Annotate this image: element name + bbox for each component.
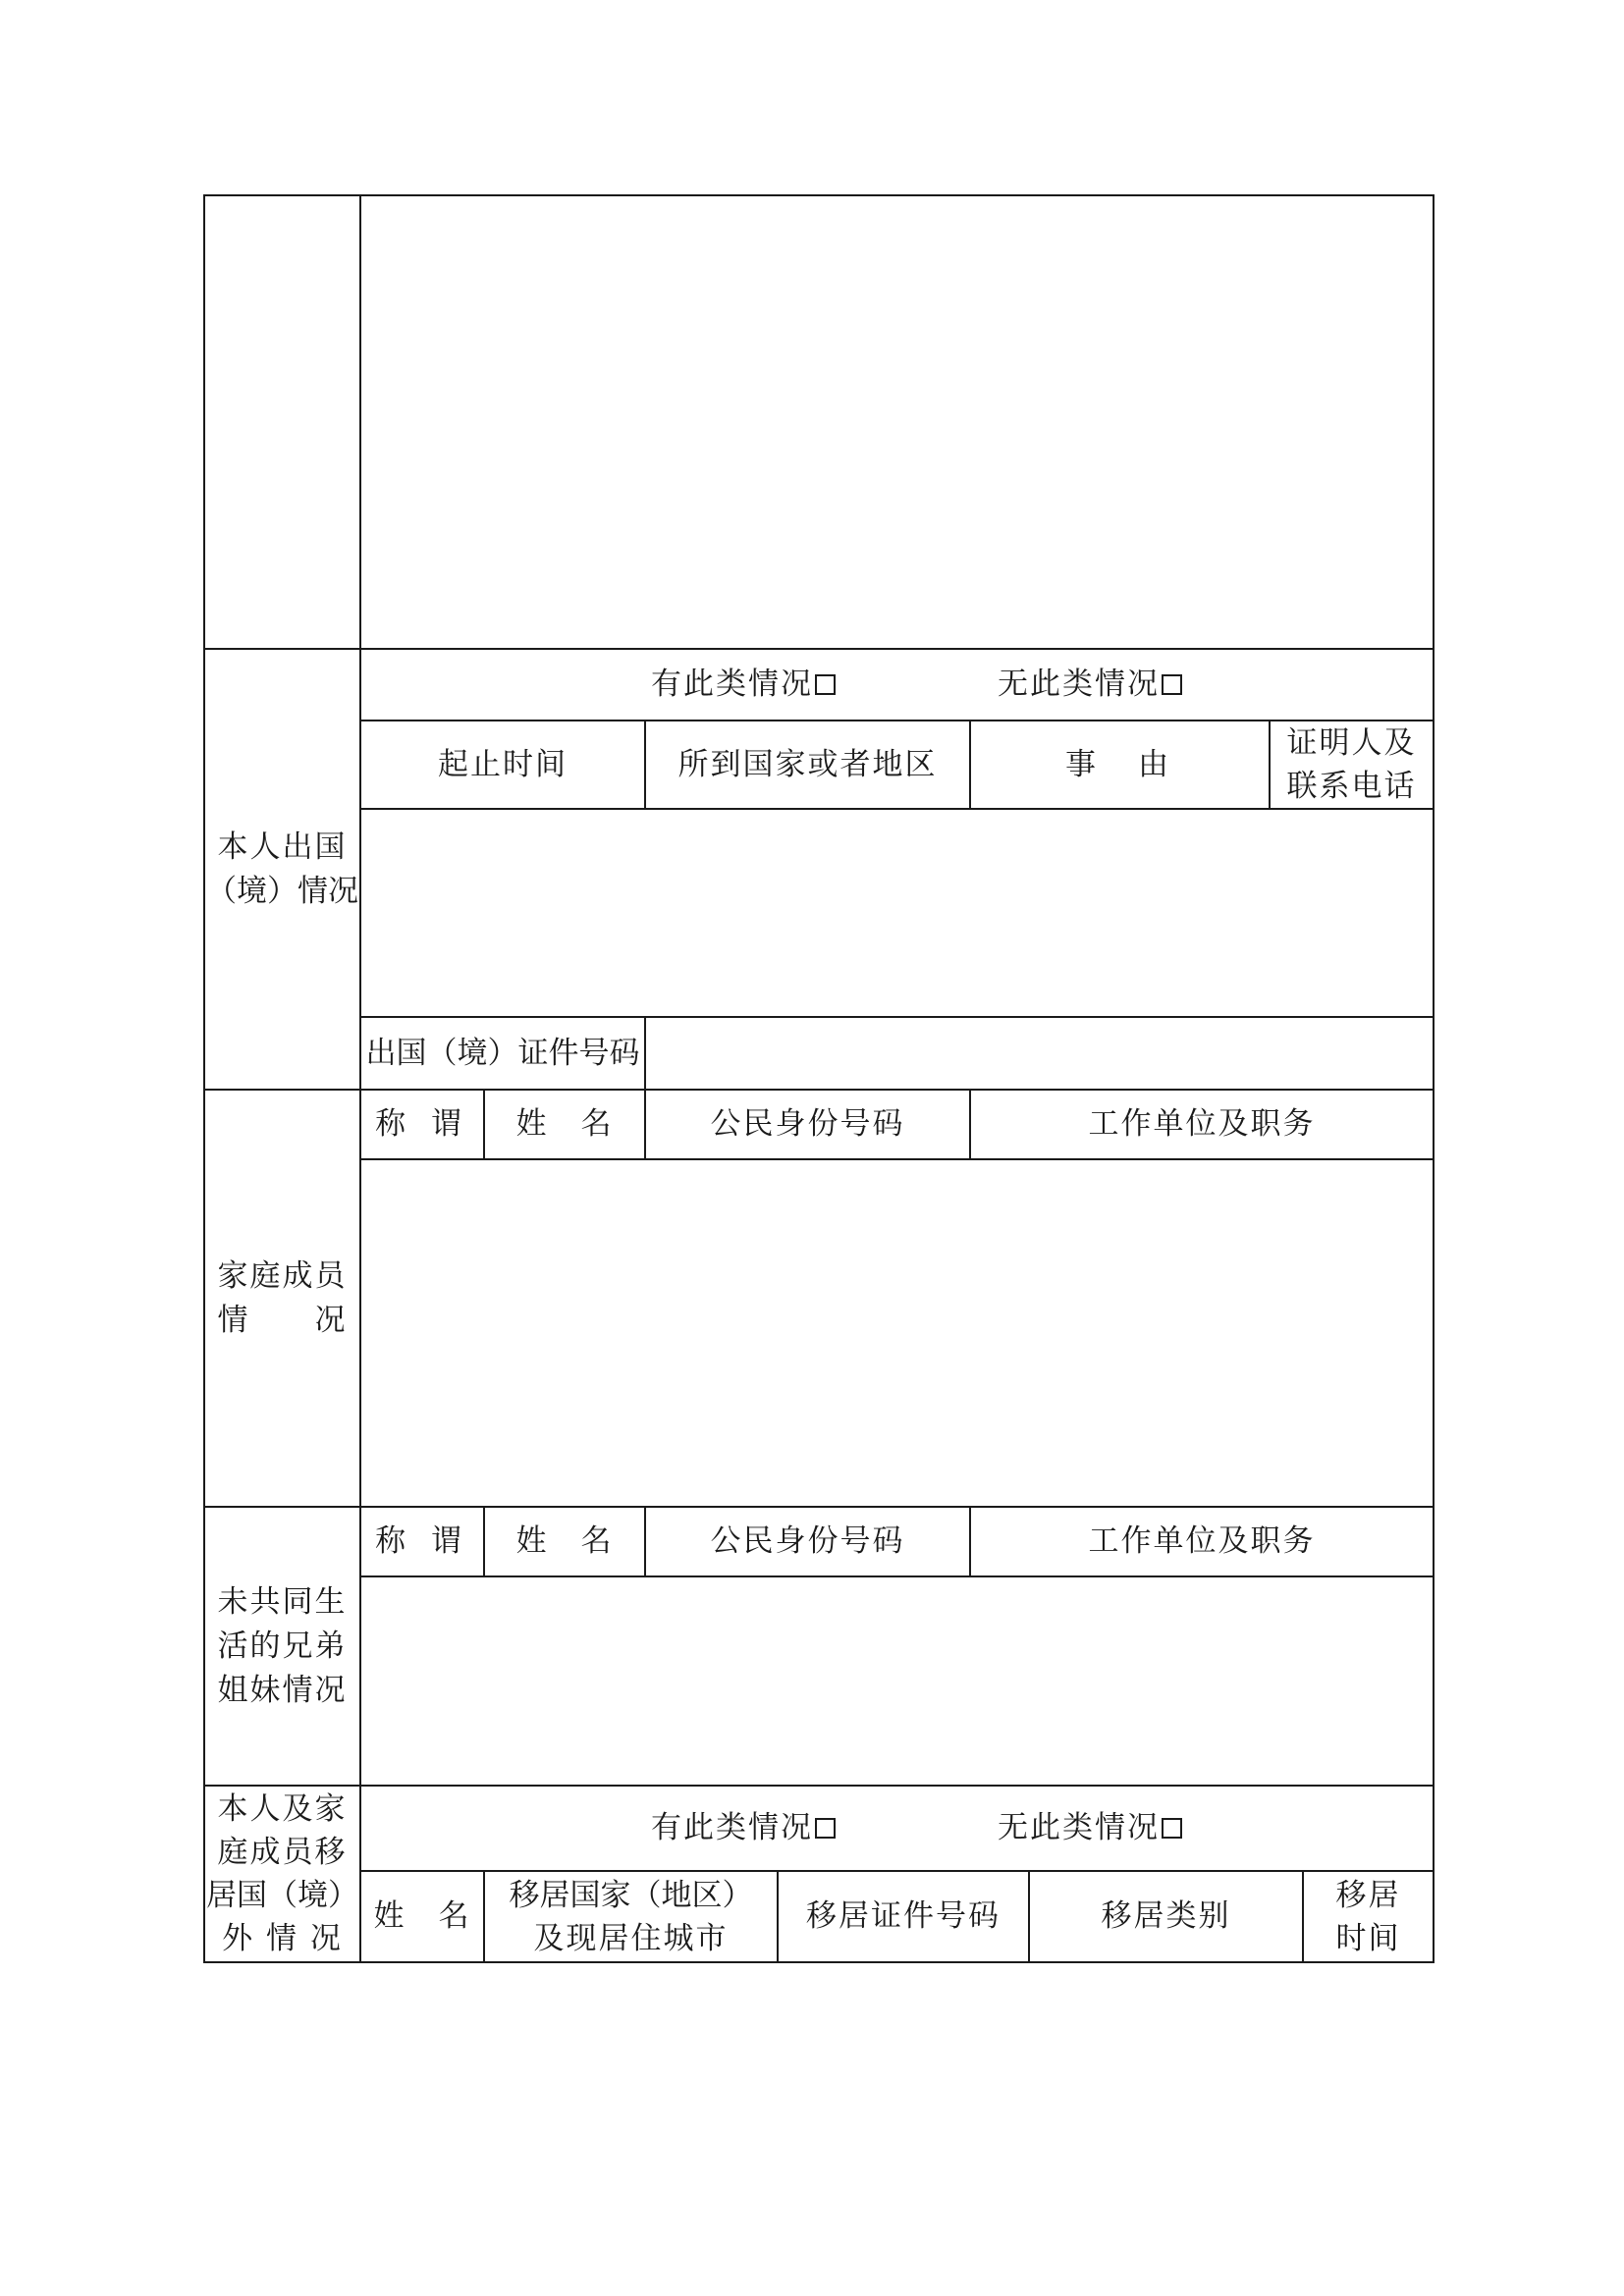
- emigration-col-country-line2: 及现居住城市: [533, 1920, 729, 1956]
- emigration-col-cert: 移居证件号码: [806, 1898, 1001, 1934]
- abroad-section-label: [205, 650, 359, 1089]
- emigration-col-time-line1: 移居: [1335, 1877, 1401, 1913]
- siblings-label-line2: 活的兄弟: [217, 1628, 348, 1664]
- siblings-records-blank[interactable]: [361, 1577, 1433, 1785]
- emigration-label-line4: 外 情 况: [222, 1921, 343, 1956]
- family-col-name: 姓 名: [515, 1106, 614, 1142]
- emigration-label-line2: 庭成员移: [217, 1835, 348, 1870]
- emigration-has-option[interactable]: [651, 1806, 836, 1850]
- emigration-status-row: [361, 1787, 1433, 1870]
- abroad-has-option[interactable]: [651, 663, 836, 707]
- abroad-col-witness-line1: 证明人及: [1286, 725, 1417, 761]
- family-col-work: 工作单位及职务: [1088, 1106, 1316, 1142]
- emigration-col-country-line1: 移居国家（地区）: [509, 1877, 753, 1913]
- emigration-col-time: [1304, 1872, 1433, 1961]
- abroad-has-checkbox[interactable]: [815, 674, 836, 695]
- emigration-label-line3: 居国（境）: [206, 1878, 358, 1913]
- abroad-passport-input[interactable]: [646, 1018, 1433, 1089]
- siblings-col-work: 工作单位及职务: [1088, 1523, 1316, 1559]
- emigration-no-text: 无此类情况: [998, 1810, 1160, 1845]
- abroad-col-witness-line2: 联系电话: [1286, 769, 1417, 804]
- abroad-no-option[interactable]: [998, 663, 1182, 707]
- emigration-has-checkbox[interactable]: [815, 1818, 836, 1839]
- siblings-section-label: [205, 1508, 359, 1785]
- abroad-col-reason: 事 由: [1065, 746, 1174, 782]
- family-col-relation: 称 谓: [375, 1106, 469, 1142]
- siblings-label-line1: 未共同生: [217, 1583, 348, 1620]
- emigration-no-option[interactable]: [998, 1806, 1182, 1850]
- abroad-col-period: 起止时间: [438, 746, 568, 782]
- emigration-has-text: 有此类情况: [651, 1810, 813, 1845]
- emigration-label-line1: 本人及家: [217, 1791, 348, 1827]
- siblings-col-id: 公民身份号码: [710, 1523, 905, 1559]
- abroad-label-line1: 本人出国: [217, 828, 348, 865]
- emigration-section-label: [205, 1787, 359, 1961]
- abroad-no-text: 无此类情况: [998, 667, 1160, 702]
- family-label-line1: 家庭成员: [217, 1257, 348, 1294]
- abroad-col-witness: [1271, 721, 1433, 808]
- family-col-id: 公民身份号码: [710, 1106, 905, 1142]
- emigration-col-country: [485, 1872, 777, 1961]
- family-label-line2: 情 况: [217, 1302, 348, 1338]
- abroad-no-checkbox[interactable]: [1162, 674, 1182, 695]
- family-section-label: [205, 1091, 359, 1506]
- siblings-col-relation: 称 谓: [375, 1523, 469, 1559]
- siblings-col-name: 姓 名: [515, 1523, 614, 1559]
- abroad-records-blank[interactable]: [361, 810, 1433, 1016]
- abroad-col-destination: 所到国家或者地区: [677, 746, 938, 782]
- top-blank-area: [361, 196, 1433, 648]
- emigration-col-time-line2: 时间: [1335, 1920, 1401, 1956]
- emigration-no-checkbox[interactable]: [1162, 1818, 1182, 1839]
- emigration-col-name: 姓 名: [373, 1898, 471, 1934]
- emigration-col-type: 移居类别: [1101, 1898, 1231, 1934]
- abroad-has-text: 有此类情况: [651, 667, 813, 702]
- abroad-label-line2: （境）情况: [206, 873, 358, 909]
- family-records-blank[interactable]: [361, 1160, 1433, 1506]
- siblings-label-line3: 姐妹情况: [217, 1672, 348, 1708]
- abroad-passport-label: 出国（境）证件号码: [365, 1035, 640, 1071]
- abroad-status-row: [361, 650, 1433, 720]
